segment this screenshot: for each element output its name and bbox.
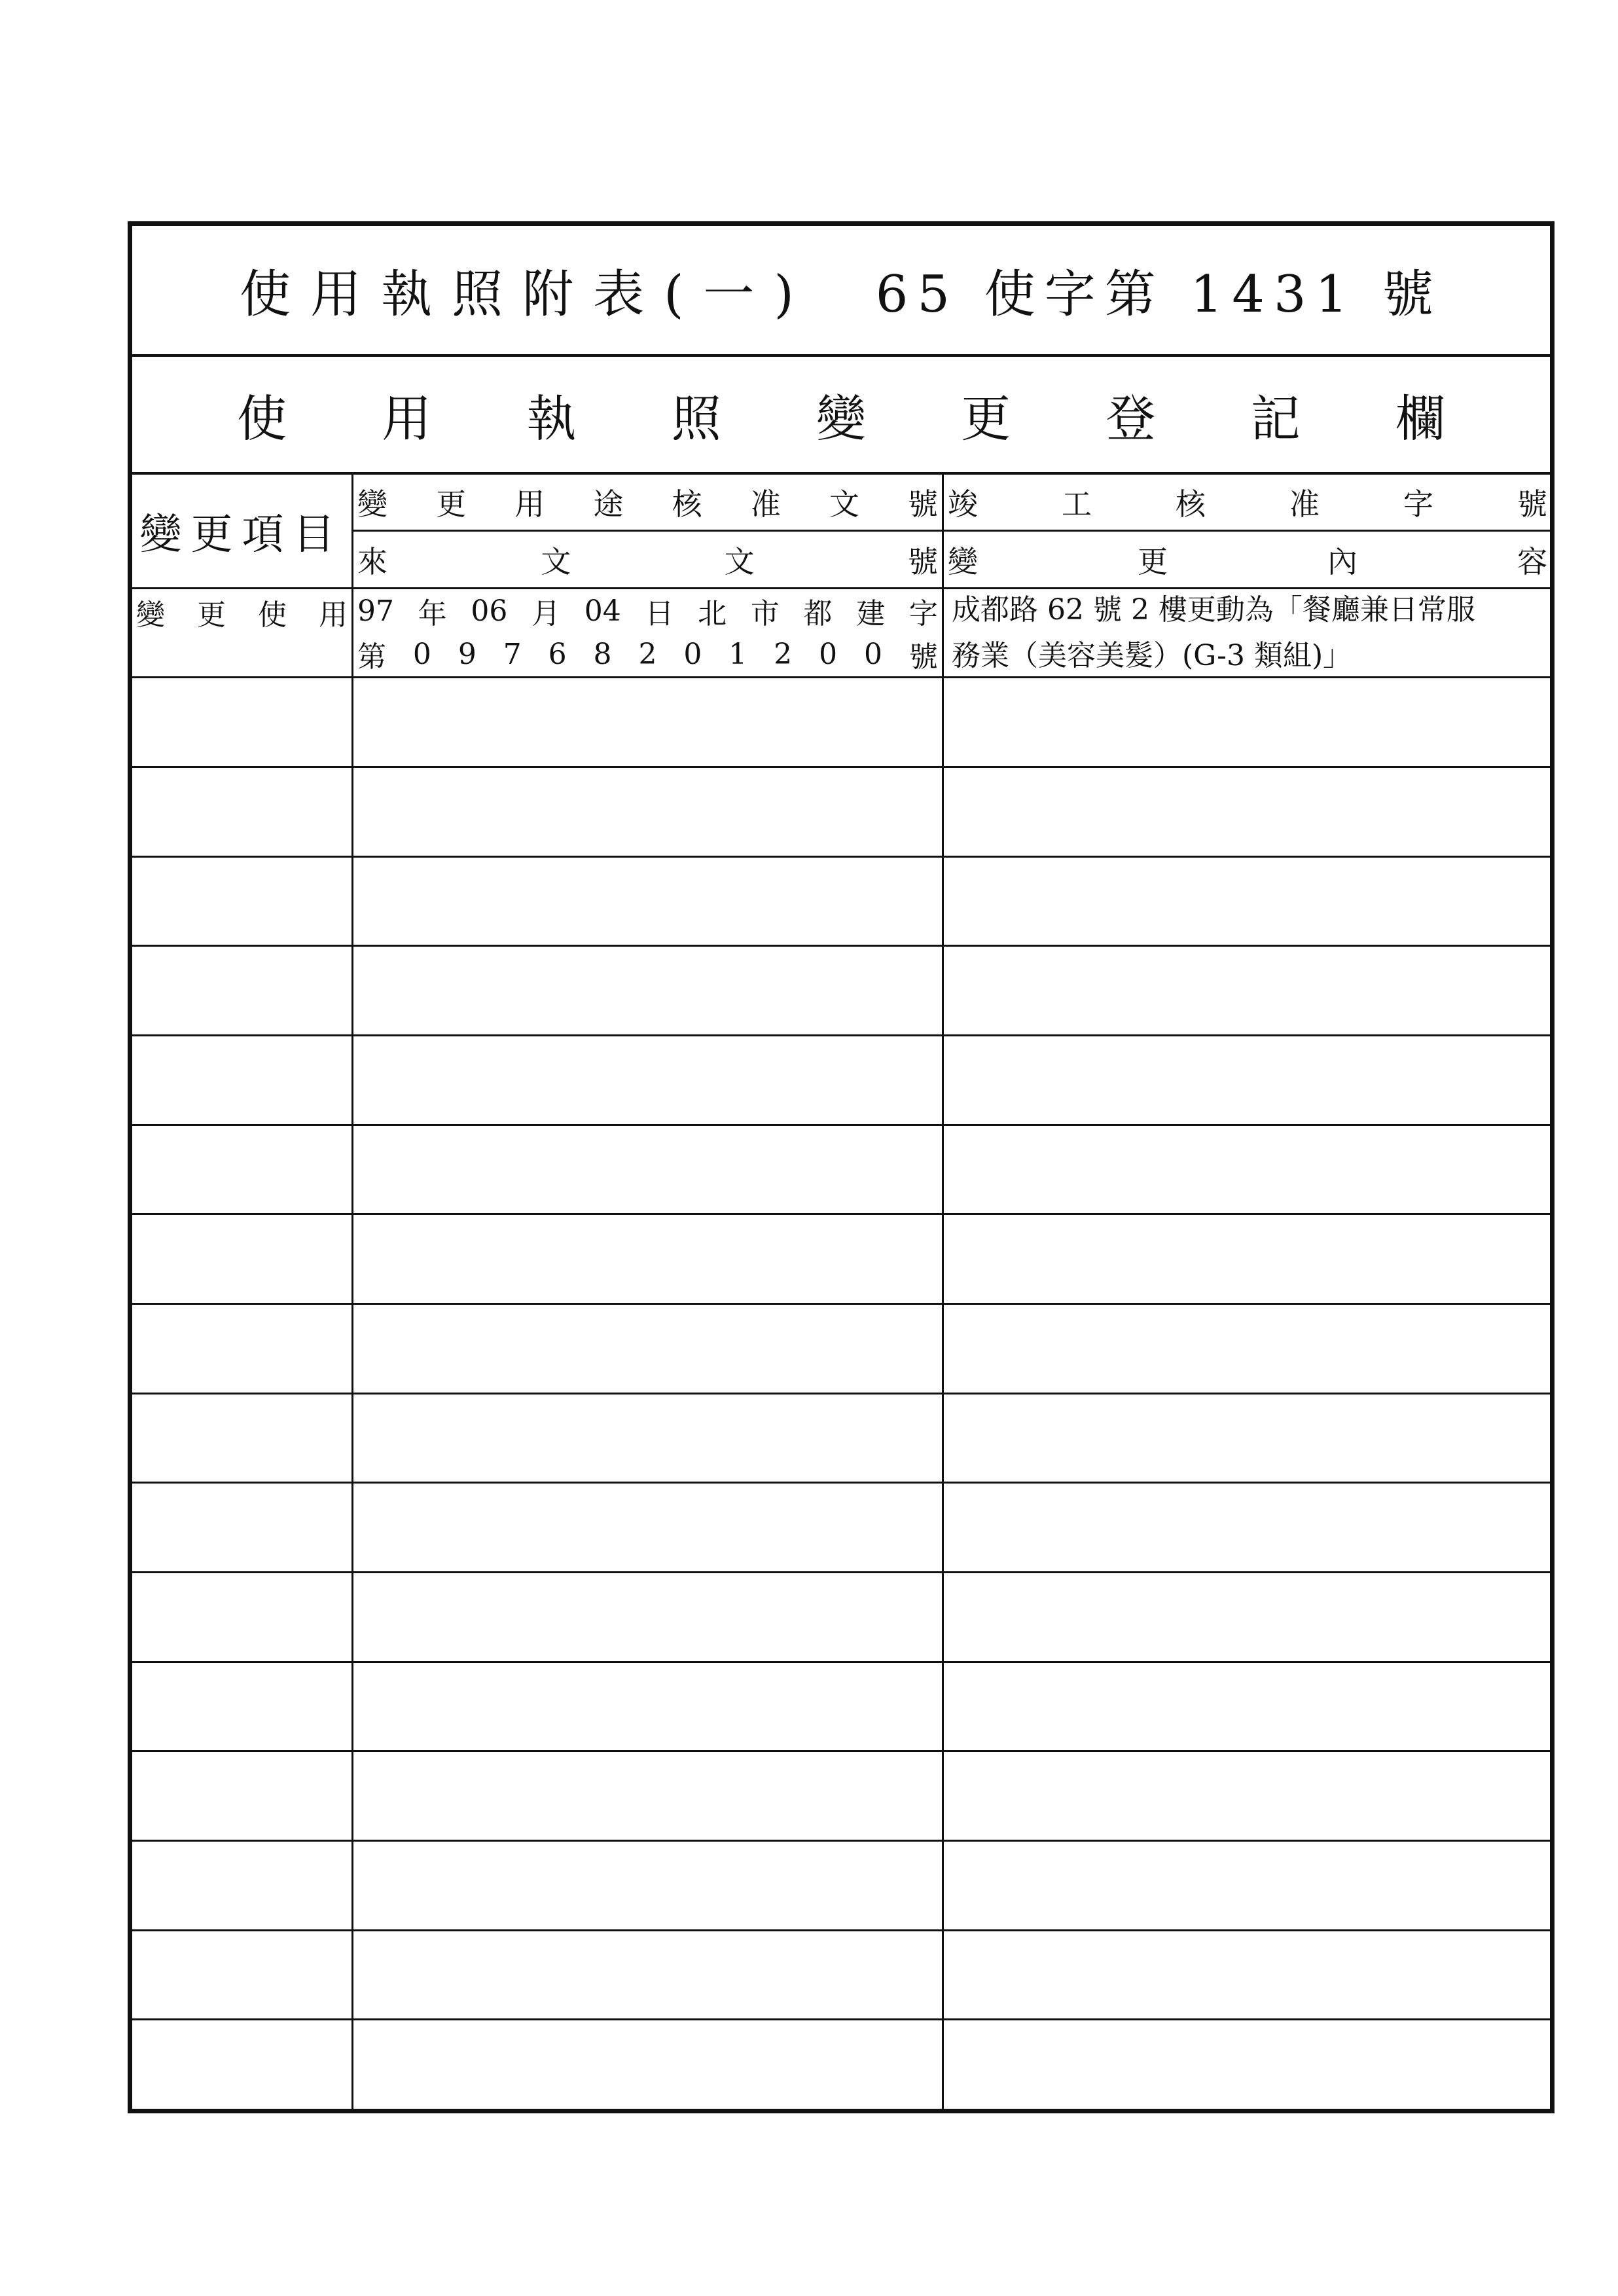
entry-item (132, 589, 351, 635)
doc-token: 0 (412, 637, 431, 671)
header-char: 文 (541, 543, 571, 579)
doc-token: 建 (856, 597, 886, 630)
row-divider (132, 1124, 1550, 1126)
form-title (132, 226, 1550, 357)
row-divider (132, 1303, 1550, 1305)
section-heading-char: 照 (671, 389, 721, 448)
entry-doc-line2 (355, 632, 941, 676)
header-char: 來 (357, 543, 387, 579)
header-char: 用 (514, 486, 545, 522)
doc-token: 號 (908, 640, 938, 674)
row-divider (132, 1929, 1550, 1931)
doc-token: 8 (593, 637, 612, 671)
column-divider (942, 475, 944, 2109)
doc-token: 04 (584, 594, 621, 628)
header-char: 核 (1176, 486, 1206, 522)
header-change-item-label: 變更項目 (139, 511, 344, 559)
row-divider (132, 856, 1550, 858)
entry-item-char: 使 (258, 598, 287, 632)
row-divider (132, 1482, 1550, 1484)
doc-token: 1 (728, 637, 747, 671)
row-divider (132, 2018, 1550, 2020)
header-char: 核 (672, 486, 702, 522)
doc-token: 年 (418, 597, 447, 630)
header-change-content (945, 532, 1550, 587)
row-divider (132, 1840, 1550, 1842)
doc-token: 0 (819, 637, 838, 671)
entry-item-char: 用 (319, 598, 348, 632)
doc-token: 9 (458, 637, 476, 671)
doc-token: 北 (698, 597, 727, 630)
doc-token: 都 (803, 597, 833, 630)
header-char: 工 (1062, 486, 1092, 522)
section-heading-char: 變 (816, 389, 866, 448)
section-heading-char: 欄 (1395, 389, 1445, 448)
header-char: 途 (593, 486, 624, 522)
row-divider (132, 1661, 1550, 1663)
change-content-line: 務業（美容美髮）(G-3 類組)」 (952, 638, 1352, 672)
record-table (132, 475, 1550, 2109)
section-heading-char: 登 (1106, 389, 1156, 448)
entry-doc-line1 (355, 589, 941, 632)
header-completion-no (945, 475, 1550, 530)
row-divider (132, 1571, 1550, 1573)
row-divider (132, 1213, 1550, 1215)
doc-token: 2 (774, 637, 793, 671)
section-heading-char: 用 (382, 389, 432, 448)
doc-token: 字 (908, 597, 938, 630)
entry-change-content (945, 589, 1550, 676)
form-title-text: 使用執照附表(一) (240, 265, 814, 324)
section-heading (132, 357, 1550, 475)
header-char: 容 (1517, 543, 1547, 579)
doc-token: 第 (357, 640, 386, 674)
doc-token: 市 (750, 597, 780, 630)
header-char: 字 (1403, 486, 1433, 522)
header-char: 文 (829, 486, 859, 522)
section-heading-char: 記 (1250, 389, 1301, 448)
header-char: 內 (1327, 543, 1357, 579)
doc-token: 0 (683, 637, 702, 671)
header-change-item (132, 475, 351, 587)
header-approval-doc (355, 475, 941, 530)
doc-token: 06 (471, 594, 508, 628)
header-char: 文 (724, 543, 755, 579)
row-divider (132, 766, 1550, 768)
header-char: 變 (948, 543, 978, 579)
section-heading-char: 更 (961, 389, 1011, 448)
section-heading-char: 執 (526, 389, 577, 448)
header-char: 竣 (948, 486, 978, 522)
doc-token: 0 (863, 637, 882, 671)
entry-item-char: 變 (136, 598, 165, 632)
header-char: 號 (907, 486, 938, 522)
row-divider (132, 1393, 1550, 1394)
doc-token: 97 (357, 594, 394, 628)
section-heading-char: 使 (237, 389, 287, 448)
doc-token: 2 (638, 637, 657, 671)
header-char: 號 (907, 543, 938, 579)
header-char: 准 (1289, 486, 1320, 522)
header-char: 准 (750, 486, 781, 522)
entry-item-char: 更 (197, 598, 226, 632)
column-divider (351, 475, 353, 2109)
doc-token: 月 (531, 597, 561, 630)
header-char: 更 (1138, 543, 1168, 579)
row-divider (132, 1750, 1550, 1752)
header-char: 變 (357, 486, 387, 522)
license-number: 65 使字第 1431 號 (875, 265, 1443, 324)
doc-token: 6 (548, 637, 567, 671)
doc-token: 日 (645, 597, 674, 630)
doc-token: 7 (503, 637, 522, 671)
header-incoming-doc (355, 532, 941, 587)
license-form (128, 221, 1555, 2113)
header-char: 號 (1517, 486, 1547, 522)
change-content-line: 成都路 62 號 2 樓更動為「餐廳兼日常服 (952, 592, 1475, 627)
row-divider (132, 1034, 1550, 1036)
header-char: 更 (436, 486, 467, 522)
row-divider (132, 945, 1550, 947)
